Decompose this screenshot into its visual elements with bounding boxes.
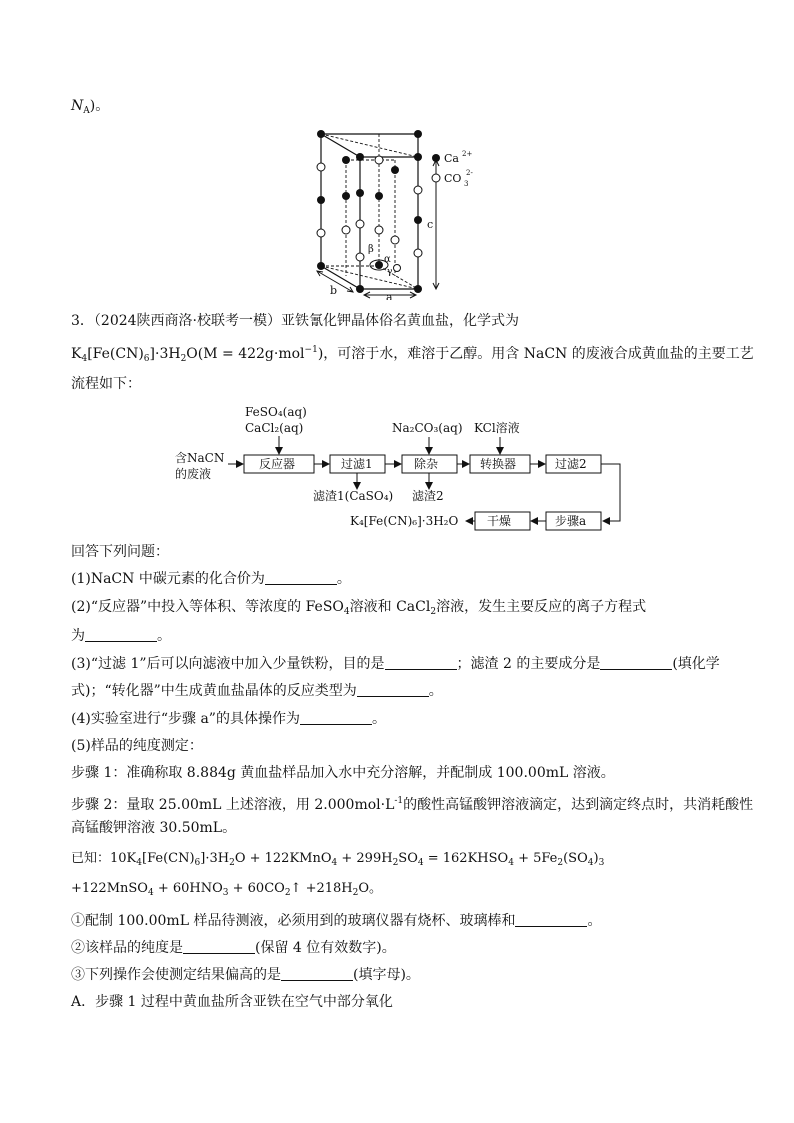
- question-3-formula-line: $K_4[Fe(CN)_6]\cdot 3H_2O(M = 422g\cdot mol^{-1})$，可溶于水，难溶于乙醇。用含 NaCN 的废液合成黄血盐的主要工艺: [71, 345, 754, 364]
- question-part-1: (1)NaCN 中碳元素的化合价为 。: [71, 571, 351, 587]
- question-part-2: (2)“反应器”中投入等体积、等浓度的 FeSO$_4$溶液和 CaCl$_2$溶液，发生主要反应的离子方程式: [71, 599, 647, 617]
- svg-text:的废液: 的废液: [175, 467, 212, 481]
- answer-blank[interactable]: [600, 656, 672, 670]
- svg-text:3: 3: [464, 180, 469, 188]
- svg-text:滤渣2: 滤渣2: [412, 489, 444, 503]
- answer-blank[interactable]: [515, 913, 587, 927]
- svg-text:除杂: 除杂: [414, 457, 439, 471]
- step-2: 步骤 2：量取 25.00mL 上述溶液，用 $2.000mol\cdot L^{-1}$的酸性高锰酸钾溶液滴定，达到滴定终点时，共消耗酸性: [71, 796, 754, 813]
- svg-text:Na₂CO₃(aq): Na₂CO₃(aq): [392, 421, 463, 435]
- question-3-header: 3．（2024陕西商洛·校联考一模）亚铁氰化钾晶体俗名黄血盐，化学式为: [71, 313, 520, 329]
- step-2-line2: 高锰酸钾溶液 30.50mL。: [71, 820, 237, 836]
- svg-text:a: a: [386, 291, 393, 300]
- reaction-equation-line2: +122MnSO$_4$ + $60HNO_3$ + $60CO_2↑ +218H_2O$。: [71, 881, 383, 898]
- answer-blank[interactable]: [281, 967, 353, 981]
- svg-text:K₄[Fe(CN)₆]·3H₂O: K₄[Fe(CN)₆]·3H₂O: [350, 514, 459, 528]
- question-part-4: (4)实验室进行“步骤 a”的具体操作为 。: [71, 711, 386, 727]
- question-part-3: (3)“过滤 1”后可以向滤液中加入少量铁粉，目的是 ；滤渣 2 的主要成分是 (填化学: [71, 656, 720, 672]
- svg-text:滤渣1(CaSO₄): 滤渣1(CaSO₄): [313, 489, 394, 503]
- svg-text:转换器: 转换器: [480, 457, 517, 471]
- answer-blank[interactable]: [183, 940, 255, 954]
- svg-text:Ca: Ca: [444, 152, 459, 165]
- svg-text:反应器: 反应器: [259, 457, 296, 471]
- previous-question-fragment: $N_A$)。: [71, 98, 110, 116]
- answer-blank[interactable]: [357, 683, 429, 697]
- svg-text:CaCl₂(aq): CaCl₂(aq): [245, 421, 304, 435]
- reaction-equation-line1: 已知：$10K_4[Fe(CN)_6]\cdot 3H_2O$ + 122KMnO$_4$ + $299H_2SO_4$ = $162KHSO_4 + 5Fe_2(SO_4)_3$: [71, 851, 605, 868]
- svg-text:2-: 2-: [466, 169, 473, 177]
- process-flow-diagram: [170, 395, 630, 535]
- sub-question-1: ①配制 100.00mL 样品待测液，必须用到的玻璃仪器有烧杯、玻璃棒和 。: [71, 913, 602, 929]
- crystal-structure-figure: [305, 125, 505, 300]
- answer-blank[interactable]: [385, 656, 457, 670]
- svg-text:γ: γ: [387, 267, 393, 277]
- svg-text:含NaCN: 含NaCN: [175, 451, 225, 465]
- sub-question-3: ③下列操作会使测定结果偏高的是 (填字母)。: [71, 967, 420, 983]
- answer-prompt: 回答下列问题：: [71, 544, 169, 560]
- option-a: A．步骤 1 过程中黄血盐所含亚铁在空气中部分氧化: [71, 994, 393, 1010]
- svg-text:KCl溶液: KCl溶液: [474, 421, 520, 435]
- svg-text:干燥: 干燥: [487, 514, 512, 528]
- question-part-5: (5)样品的纯度测定：: [71, 738, 203, 754]
- svg-text:过滤1: 过滤1: [341, 457, 373, 471]
- svg-text:β: β: [368, 244, 374, 255]
- answer-blank[interactable]: [85, 628, 157, 642]
- question-part-2-line2: 为 。: [71, 628, 171, 644]
- svg-text:过滤2: 过滤2: [555, 457, 587, 471]
- answer-blank[interactable]: [300, 711, 372, 725]
- question-part-3-line2: 式)；“转化器”中生成黄血盐晶体的反应类型为 。: [71, 683, 443, 699]
- answer-blank[interactable]: [265, 571, 337, 585]
- svg-text:2+: 2+: [462, 150, 473, 158]
- svg-text:b: b: [330, 284, 338, 297]
- step-1: 步骤 1：准确称取 8.884g 黄血盐样品加入水中充分溶解，并配制成 100.00mL 溶液。: [71, 765, 615, 781]
- sub-question-2: ②该样品的纯度是 (保留 4 位有效数字)。: [71, 940, 396, 956]
- svg-text:CO: CO: [444, 172, 462, 185]
- flow-intro: 流程如下：: [71, 376, 141, 392]
- svg-text:α: α: [384, 254, 391, 265]
- svg-text:c: c: [427, 218, 434, 231]
- svg-text:FeSO₄(aq): FeSO₄(aq): [245, 405, 307, 419]
- svg-text:步骤a: 步骤a: [555, 514, 587, 528]
